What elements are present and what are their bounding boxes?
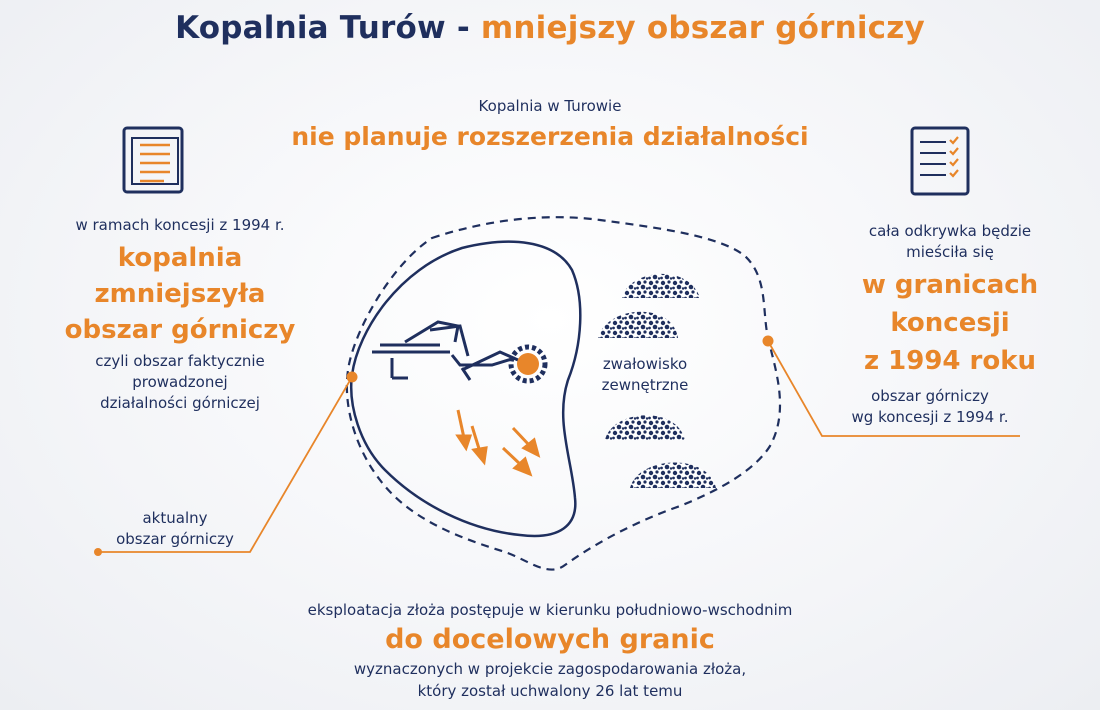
excavator-icon (372, 322, 545, 381)
left-description (30, 351, 330, 414)
dump-label (590, 354, 700, 396)
concession-area-label-line: wg koncesji z 1994 r. (851, 408, 1009, 426)
bottom-line2: wyznaczonych w projekcie zagospodarowania złoża, (353, 660, 747, 678)
right-headline-line: w granicach (861, 270, 1039, 300)
right-intro (800, 221, 1100, 263)
concession-area-marker (763, 336, 774, 347)
left-description-line: prowadzonej (132, 373, 228, 391)
title-part1: Kopalnia Turów - (175, 10, 481, 46)
title-part2: mniejszy obszar górniczy (480, 10, 925, 46)
right-intro-line: mieściła się (906, 243, 994, 261)
right-headline-line: koncesji (890, 308, 1010, 338)
left-description-line: czyli obszar faktycznie (95, 352, 265, 370)
bottom-line3: który został uchwalony 26 lat temu (417, 682, 683, 700)
bottom-intro: eksploatacja złoża postępuje w kierunku południowo-wschodnim (307, 601, 793, 619)
bottom-headline: do docelowych granic (385, 624, 715, 655)
left-description-line: działalności górniczej (100, 394, 260, 412)
left-headline-line: kopalnia (117, 243, 243, 273)
checklist-icon (912, 128, 968, 194)
right-headline-line: z 1994 roku (863, 346, 1037, 376)
concession-area-label (830, 386, 1030, 428)
current-area-marker (347, 372, 358, 383)
arrows-icon (458, 410, 538, 474)
right-intro-line: cała odkrywka będzie (868, 222, 1032, 240)
current-area-label-line: aktualny (142, 509, 208, 527)
concession-boundary (347, 217, 780, 569)
current-area-label (95, 508, 255, 550)
top-intro: Kopalnia w Turowie (478, 97, 622, 115)
dump-label-line: zewnętrzne (601, 376, 689, 394)
dump-label-line: zwałowisko (602, 355, 688, 373)
top-headline: nie planuje rozszerzenia działalności (291, 122, 809, 151)
current-area-label-line: obszar górniczy (116, 530, 234, 548)
concession-area-label-line: obszar górniczy (871, 387, 989, 405)
document-icon (124, 128, 182, 192)
left-headline-line: zmniejszyła (94, 279, 266, 309)
right-headline (800, 266, 1100, 380)
left-intro: w ramach koncesji z 1994 r. (75, 216, 285, 234)
left-headline (30, 240, 330, 348)
left-headline-line: obszar górniczy (64, 315, 296, 345)
